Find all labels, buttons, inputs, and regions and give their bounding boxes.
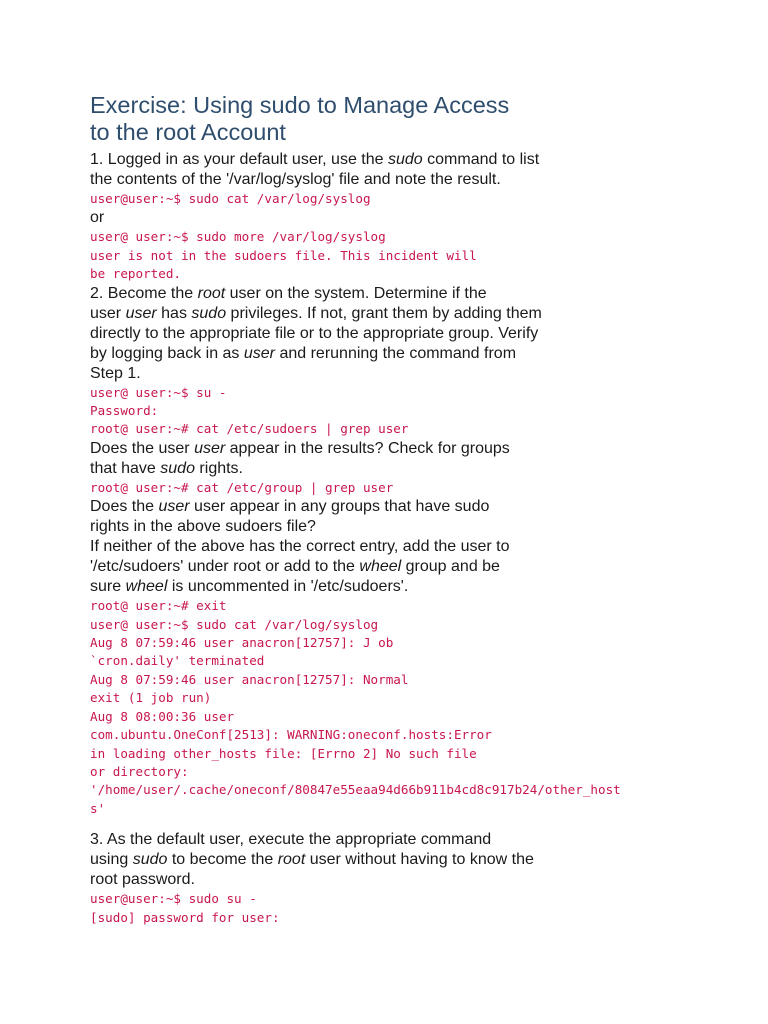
code-line: be reported.: [90, 266, 181, 282]
code-line: exit (1 job run): [90, 690, 212, 706]
question-line: that have sudo rights.: [90, 459, 243, 477]
step-1: [90, 150, 730, 284]
code-line: root@ user:~# cat /etc/sudoers | grep user: [90, 421, 409, 437]
step-2-line-2: user user has sudo privileges. If not, grant them by adding them: [90, 304, 542, 322]
step-2-line-3: directly to the appropriate file or to the appropriate group. Verify: [90, 324, 539, 342]
instruction-line: If neither of the above has the correct entry, add the user to: [90, 538, 510, 556]
code-line: root@ user:~# cat /etc/group | grep user: [90, 479, 394, 495]
code-line: Aug 8 07:59:46 user anacron[12757]: Normal: [90, 671, 409, 687]
step-3-line-2: using sudo to become the root user without having to know the: [90, 851, 534, 869]
step-3-line-1: 3. As the default user, execute the appropriate command: [90, 831, 492, 849]
step-2-line-1: 2. Become the root user on the system. Determine if the: [90, 284, 487, 302]
step-2-line-4: by logging back in as user and rerunning the command from: [90, 344, 517, 362]
step-1-line-2: the contents of the '/var/log/syslog' file and note the result.: [90, 171, 501, 188]
step-3-line-3: root password.: [90, 871, 195, 889]
code-line: com.ubuntu.OneConf[2513]: WARNING:oneconf.hosts:Error: [90, 727, 492, 743]
code-line: or directory:: [90, 763, 189, 779]
code-line: in loading other_hosts file: [Errno 2] No such file: [90, 745, 477, 761]
code-line: s': [90, 800, 106, 816]
code-line: root@ user:~# exit: [90, 598, 227, 614]
code-line: Aug 8 07:59:46 user anacron[12757]: J ob: [90, 635, 394, 651]
code-line: user@ user:~$ su -: [90, 384, 227, 400]
step-2-line-5: Step 1.: [90, 364, 141, 382]
title-line-2: to the root Account: [90, 119, 286, 145]
question-line: rights in the above sudoers file?: [90, 518, 316, 536]
question-line: Does the user user appear in any groups that have sudo: [90, 498, 490, 516]
document-page: [90, 92, 730, 927]
code-line: Aug 8 08:00:36 user: [90, 708, 235, 724]
step-2: [90, 284, 730, 819]
code-line: [sudo] password for user:: [90, 909, 280, 925]
code-line: user@user:~$ sudo su -: [90, 891, 257, 907]
code-line: '/home/user/.cache/oneconf/80847e55eaa94d66b911b4cd8c917b24/other_host: [90, 782, 621, 798]
instruction-line: sure wheel is uncommented in '/etc/sudoers'.: [90, 578, 409, 596]
step-3: [90, 830, 730, 927]
question-line: Does the user user appear in the results? Check for groups: [90, 439, 510, 457]
code-line: user@ user:~$ sudo more /var/log/syslog: [90, 229, 386, 245]
code-line: user@ user:~$ sudo cat /var/log/syslog: [90, 616, 379, 632]
code-line: user@user:~$ sudo cat /var/log/syslog: [90, 191, 371, 206]
exercise-title: [90, 92, 730, 146]
step-1-line-1: 1. Logged in as your default user, use the sudo command to list: [90, 151, 540, 168]
title-line-1: Exercise: Using sudo to Manage Access: [90, 92, 510, 118]
or-text: or: [90, 209, 105, 227]
instruction-line: '/etc/sudoers' under root or add to the wheel group and be: [90, 558, 500, 576]
paragraph-gap: [90, 818, 730, 830]
code-line: Password:: [90, 403, 159, 419]
code-line: `cron.daily' terminated: [90, 653, 265, 669]
code-line: user is not in the sudoers file. This incident will: [90, 247, 477, 263]
